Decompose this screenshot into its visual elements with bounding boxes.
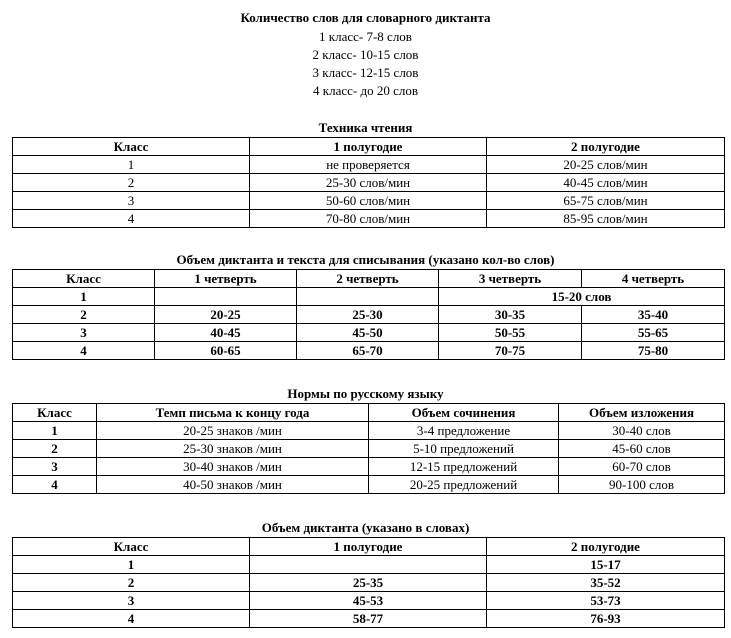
header-cell: 2 полугодие bbox=[487, 138, 725, 156]
header-cell: Темп письма к концу года bbox=[97, 404, 369, 422]
table-cell: 58-77 bbox=[250, 610, 487, 628]
table-cell: 45-60 слов bbox=[559, 440, 725, 458]
table-cell: 2 bbox=[13, 306, 155, 324]
header-cell: 1 полугодие bbox=[250, 138, 487, 156]
table-cell: 25-30 знаков /мин bbox=[97, 440, 369, 458]
header-cell: 3 четверть bbox=[439, 270, 582, 288]
table-cell: 25-35 bbox=[250, 574, 487, 592]
table-cell: 15-17 bbox=[487, 556, 725, 574]
table-cell: 1 bbox=[13, 422, 97, 440]
header-cell: Класс bbox=[13, 138, 250, 156]
table-cell: 30-40 знаков /мин bbox=[97, 458, 369, 476]
table-cell: 45-50 bbox=[297, 324, 439, 342]
table-cell: 40-50 знаков /мин bbox=[97, 476, 369, 494]
copying-title: Объем диктанта и текста для списывания (указано кол-во слов) bbox=[176, 252, 555, 267]
table-cell: 90-100 слов bbox=[559, 476, 725, 494]
table-cell: 25-30 слов/мин bbox=[250, 174, 487, 192]
table-cell bbox=[155, 288, 297, 306]
table-cell: 85-95 слов/мин bbox=[487, 210, 725, 228]
table-cell: 3 bbox=[13, 458, 97, 476]
table-cell: 50-60 слов/мин bbox=[250, 192, 487, 210]
dictation-words-line-1: 1 класс- 7-8 слов bbox=[319, 29, 412, 44]
table-cell: 20-25 слов/мин bbox=[487, 156, 725, 174]
dictation-volume-table bbox=[12, 537, 725, 628]
table-header-row bbox=[13, 270, 725, 288]
table-cell bbox=[297, 288, 439, 306]
table-cell: 60-65 bbox=[155, 342, 297, 360]
table-cell: 35-40 bbox=[582, 306, 725, 324]
table-cell: 1 bbox=[13, 556, 250, 574]
table-cell: 20-25 знаков /мин bbox=[97, 422, 369, 440]
table-cell: 20-25 bbox=[155, 306, 297, 324]
copying-table bbox=[12, 269, 725, 360]
table-cell: 5-10 предложений bbox=[369, 440, 559, 458]
table-header-row bbox=[13, 404, 725, 422]
header-cell: 2 четверть bbox=[297, 270, 439, 288]
table-row bbox=[13, 574, 725, 592]
table-row bbox=[13, 458, 725, 476]
table-cell: 3 bbox=[13, 324, 155, 342]
table-row bbox=[13, 440, 725, 458]
russian-title: Нормы по русскому языку bbox=[287, 386, 444, 401]
table-cell: 3 bbox=[13, 192, 250, 210]
table-row bbox=[13, 422, 725, 440]
header-cell: Объем изложения bbox=[559, 404, 725, 422]
header-cell: 1 четверть bbox=[155, 270, 297, 288]
table-cell: 70-75 bbox=[439, 342, 582, 360]
table-cell: 3 bbox=[13, 592, 250, 610]
table-cell: 3-4 предложение bbox=[369, 422, 559, 440]
table-cell: 12-15 предложений bbox=[369, 458, 559, 476]
table-cell: 4 bbox=[13, 210, 250, 228]
table-cell: 2 bbox=[13, 174, 250, 192]
table-cell: 4 bbox=[13, 610, 250, 628]
table-row bbox=[13, 192, 725, 210]
table-row bbox=[13, 156, 725, 174]
table-header-row bbox=[13, 538, 725, 556]
dictation-volume-title: Объем диктанта (указано в словах) bbox=[261, 520, 470, 535]
table-cell: 30-40 слов bbox=[559, 422, 725, 440]
table-cell: 25-30 bbox=[297, 306, 439, 324]
table-cell: 4 bbox=[13, 476, 97, 494]
table-cell: 30-35 bbox=[439, 306, 582, 324]
table-cell: 40-45 слов/мин bbox=[487, 174, 725, 192]
table-row bbox=[13, 342, 725, 360]
table-row bbox=[13, 210, 725, 228]
table-cell: 70-80 слов/мин bbox=[250, 210, 487, 228]
table-cell-merged: 15-20 слов bbox=[439, 288, 725, 306]
russian-table bbox=[12, 403, 725, 494]
table-row bbox=[13, 288, 725, 306]
dictation-words-title: Количество слов для словарного диктанта bbox=[240, 10, 491, 25]
table-cell: 1 bbox=[13, 288, 155, 306]
table-row bbox=[13, 476, 725, 494]
table-row bbox=[13, 592, 725, 610]
table-row bbox=[13, 306, 725, 324]
table-cell: 60-70 слов bbox=[559, 458, 725, 476]
table-cell: 53-73 bbox=[487, 592, 725, 610]
table-cell: не проверяется bbox=[250, 156, 487, 174]
table-cell bbox=[250, 556, 487, 574]
header-cell: Объем сочинения bbox=[369, 404, 559, 422]
dictation-words-line-2: 2 класс- 10-15 слов bbox=[312, 47, 419, 62]
table-row bbox=[13, 174, 725, 192]
header-cell: Класс bbox=[13, 270, 155, 288]
table-cell: 4 bbox=[13, 342, 155, 360]
header-cell: 4 четверть bbox=[582, 270, 725, 288]
table-cell: 35-52 bbox=[487, 574, 725, 592]
table-header-row bbox=[13, 138, 725, 156]
table-cell: 65-75 слов/мин bbox=[487, 192, 725, 210]
dictation-words-line-3: 3 класс- 12-15 слов bbox=[312, 65, 419, 80]
table-cell: 45-53 bbox=[250, 592, 487, 610]
table-cell: 50-55 bbox=[439, 324, 582, 342]
table-row bbox=[13, 610, 725, 628]
reading-table bbox=[12, 137, 725, 228]
table-cell: 40-45 bbox=[155, 324, 297, 342]
header-cell: Класс bbox=[13, 538, 250, 556]
table-cell: 2 bbox=[13, 440, 97, 458]
reading-title: Техника чтения bbox=[318, 120, 413, 135]
table-cell: 75-80 bbox=[582, 342, 725, 360]
table-cell: 65-70 bbox=[297, 342, 439, 360]
table-cell: 55-65 bbox=[582, 324, 725, 342]
header-cell: Класс bbox=[13, 404, 97, 422]
table-row bbox=[13, 556, 725, 574]
table-row bbox=[13, 324, 725, 342]
dictation-words-line-4: 4 класс- до 20 слов bbox=[313, 83, 418, 98]
table-cell: 1 bbox=[13, 156, 250, 174]
table-cell: 20-25 предложений bbox=[369, 476, 559, 494]
table-cell: 2 bbox=[13, 574, 250, 592]
table-cell: 76-93 bbox=[487, 610, 725, 628]
header-cell: 2 полугодие bbox=[487, 538, 725, 556]
header-cell: 1 полугодие bbox=[250, 538, 487, 556]
